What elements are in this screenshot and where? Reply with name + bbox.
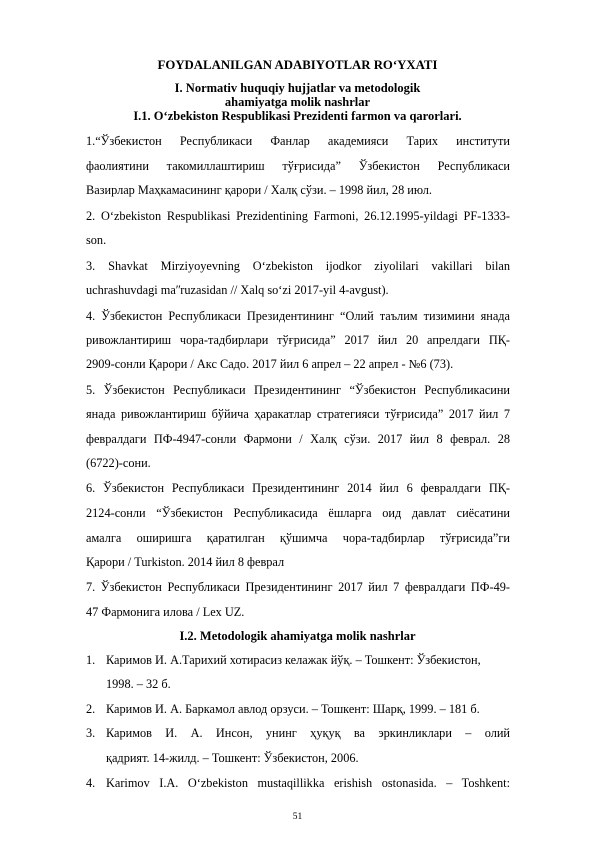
list-item-text: Каримов И. А. Инсон, унинг ҳуқуқ ва эркинликлари – олий [106, 726, 510, 740]
text-line: 6. Ўзбекистон Республикаси Президентининг 2014 йил 6 февралдаги ПҚ- [86, 481, 510, 495]
list-item-text: Каримов И. А.Тарихий хотирасиз келажак йўқ. – Тошкент: Ўзбекистон, [106, 653, 481, 667]
text-line: фаолиятини такомиллаштириш тўғрисида” Ўзбекистон Республикаси [86, 159, 510, 173]
text-line: 3. Shavkat Mirziyoyevning O‘zbekiston ijodkor ziyolilari vakillari bilan [86, 259, 510, 273]
text-line: (6722)-сони. [86, 456, 151, 470]
text-line: янада ривожлантириш бўйича ҳаракатлар стратегияси тўғрисида” 2017 йил 7 [86, 407, 510, 421]
list-item [86, 702, 510, 716]
list-item-continuation: қадрият. 14-жилд. – Тошкент: Ўзбекистон, 2006. [106, 751, 359, 765]
text-line: Вазирлар Маҳкамасининг қарори / Халқ сўзи. – 1998 йил, 28 июл. [86, 183, 432, 197]
text-line: 2909-сонли Қарори / Акс Садо. 2017 йил 6 апрел – 22 апрел - №6 (73). [86, 357, 454, 371]
list-item [86, 653, 510, 667]
list-item-number: 2. [86, 702, 96, 716]
text-line: февралдаги ПФ-4947-сонли Фармони / Халқ сўзи. 2017 йил 8 феврал. 28 [86, 432, 510, 446]
text-line: ривожлантириш чора-тадбирлари тўғрисида” 2017 йил 20 апрелдаги ПҚ- [86, 333, 510, 347]
list-item [86, 776, 510, 790]
list-item-continuation: 1998. – 32 б. [106, 677, 171, 691]
text-line: 2. O‘zbekiston Respublikasi Prezidentining Farmoni, 26.12.1995-yildagi PF-1333- [86, 209, 510, 223]
text-line: 1.“Ўзбекистон Республикаси Фанлар академияси Тарих институти [86, 134, 510, 148]
page-number: 51 [292, 812, 303, 822]
list-item-number: 3. [86, 726, 96, 740]
list-item-number: 1. [86, 653, 96, 667]
text-line: 7. Ўзбекистон Республикаси Президентининг 2017 йил 7 февралдаги ПФ-49- [86, 580, 510, 594]
list-item-text: Каримов И. А. Баркамол авлод орзуси. – Тошкент: Шарқ, 1999. – 181 б. [106, 702, 480, 716]
text-line: 47 Фармонига илова / Lex UZ. [86, 605, 245, 619]
page-title: FOYDALANILGAN ADABIYOTLAR RO‘YXATI [157, 58, 438, 72]
text-line: Қарори / Turkiston. 2014 йил 8 феврал [86, 555, 285, 569]
section-heading-line1: I. Normativ huquqiy hujjatlar va metodologik [174, 81, 421, 95]
list-item [86, 726, 510, 740]
section-heading: I.2. Metodologik ahamiyatga molik nashrlar [179, 629, 416, 643]
text-line: 4. Ўзбекистон Республикаси Президентининг “Олий таълим тизимини янада [86, 309, 510, 323]
text-line: 2124-сонли “Ўзбекистон Республикасида ёшларга оид давлат сиёсатини [86, 506, 510, 520]
subsection-heading: I.1. O‘zbekiston Respublikasi Prezidenti farmon va qarorlari. [133, 109, 462, 123]
list-item-number: 4. [86, 776, 96, 790]
text-line: 5. Ўзбекистон Республикаси Президентининг “Ўзбекистон Республикасини [86, 383, 510, 397]
section-heading-line2: ahamiyatga molik nashrlar [224, 95, 371, 109]
list-item-text: Karimov I.A. O‘zbekiston mustaqillikka erishish ostonasida. – Toshkent: [106, 776, 510, 790]
text-line: son. [86, 233, 107, 247]
text-line: uchrashuvdagi maʺruzasidan // Xalq so‘zi 2017-yil 4-avgust). [86, 283, 389, 297]
text-line: амалга оширишга қаратилган қўшимча чора-тадбирлар тўғрисида”ги [86, 531, 510, 545]
